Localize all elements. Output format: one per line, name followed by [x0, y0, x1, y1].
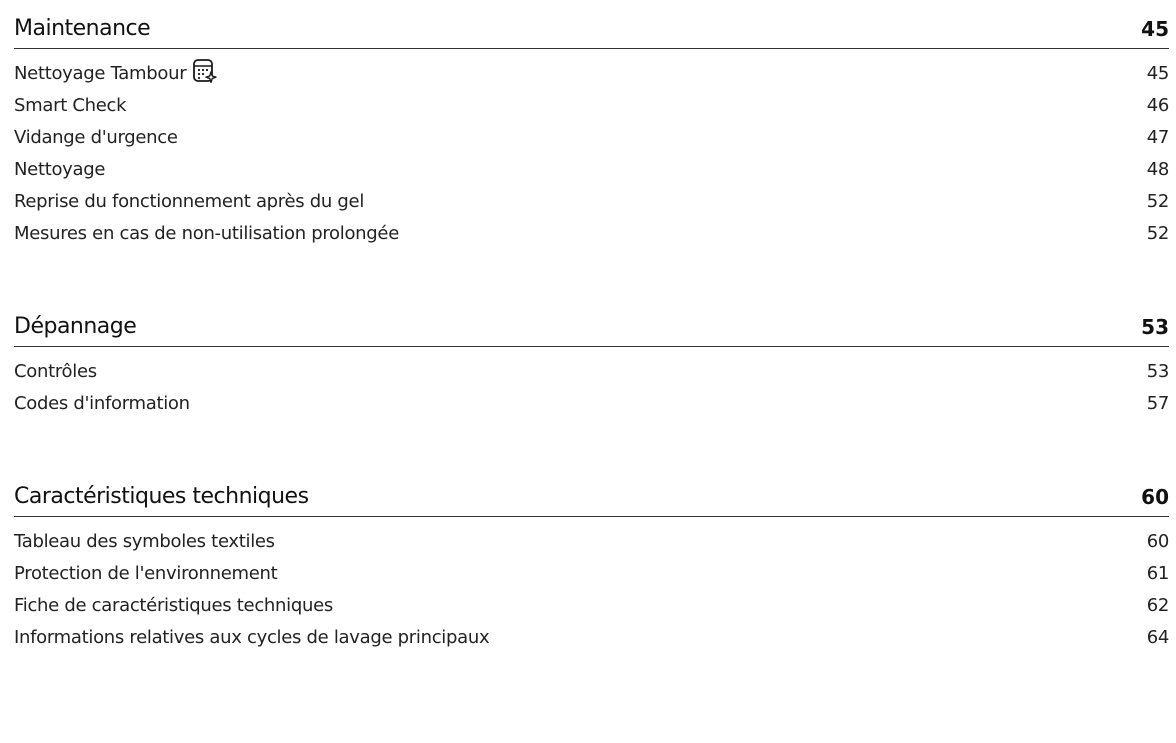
toc-entry[interactable]	[14, 557, 1169, 589]
toc-entry[interactable]	[14, 153, 1169, 185]
toc-entry-page: 57	[1146, 392, 1169, 414]
toc-entry-page: 61	[1146, 562, 1169, 584]
toc-entry-page: 62	[1146, 594, 1169, 616]
section-title: Maintenance	[14, 16, 151, 41]
toc-section-caracteristiques	[14, 468, 1169, 653]
toc-entry-label: Tableau des symboles textiles	[14, 530, 275, 552]
toc-entry[interactable]	[14, 355, 1169, 387]
toc-entry-page: 60	[1146, 530, 1169, 552]
toc-entry-label: Fiche de caractéristiques techniques	[14, 594, 333, 616]
toc-entry[interactable]	[14, 589, 1169, 621]
toc-entry-label: Smart Check	[14, 94, 127, 116]
table-of-contents	[14, 0, 1169, 653]
toc-entry[interactable]	[14, 217, 1169, 249]
section-title: Dépannage	[14, 314, 137, 339]
toc-entry-page: 47	[1146, 126, 1169, 148]
toc-entry-label-wrapper	[14, 60, 218, 86]
toc-entry-page: 52	[1146, 222, 1169, 244]
toc-entry-label: Nettoyage Tambour	[14, 62, 187, 84]
toc-section-maintenance	[14, 0, 1169, 249]
toc-entry-label: Vidange d'urgence	[14, 126, 178, 148]
drum-clean-icon	[192, 58, 218, 84]
toc-entry-label: Codes d'information	[14, 392, 190, 414]
toc-entry[interactable]	[14, 57, 1169, 89]
section-page-number: 45	[1141, 17, 1169, 41]
section-page-number: 53	[1141, 315, 1169, 339]
toc-entry-label: Reprise du fonctionnement après du gel	[14, 190, 365, 212]
toc-entry-page: 48	[1146, 158, 1169, 180]
toc-entry-page: 53	[1146, 360, 1169, 382]
toc-entry[interactable]	[14, 121, 1169, 153]
toc-section-depannage	[14, 298, 1169, 419]
toc-entries	[14, 57, 1169, 249]
section-title: Caractéristiques techniques	[14, 484, 309, 509]
toc-entry[interactable]	[14, 525, 1169, 557]
toc-entry-label: Nettoyage	[14, 158, 106, 180]
section-header[interactable]	[14, 0, 1169, 49]
toc-entry-page: 64	[1146, 626, 1169, 648]
toc-entry-page: 45	[1146, 62, 1169, 84]
toc-entry[interactable]	[14, 89, 1169, 121]
toc-entry-page: 46	[1146, 94, 1169, 116]
toc-entry-page: 52	[1146, 190, 1169, 212]
toc-entry-label: Mesures en cas de non-utilisation prolongée	[14, 222, 399, 244]
toc-entry-label: Contrôles	[14, 360, 97, 382]
toc-entry[interactable]	[14, 621, 1169, 653]
toc-entries	[14, 525, 1169, 653]
toc-entry[interactable]	[14, 185, 1169, 217]
section-page-number: 60	[1141, 485, 1169, 509]
section-header[interactable]	[14, 298, 1169, 347]
toc-entry-label: Protection de l'environnement	[14, 562, 278, 584]
toc-entries	[14, 355, 1169, 419]
toc-entry-label: Informations relatives aux cycles de lavage principaux	[14, 626, 490, 648]
section-header[interactable]	[14, 468, 1169, 517]
toc-entry[interactable]	[14, 387, 1169, 419]
